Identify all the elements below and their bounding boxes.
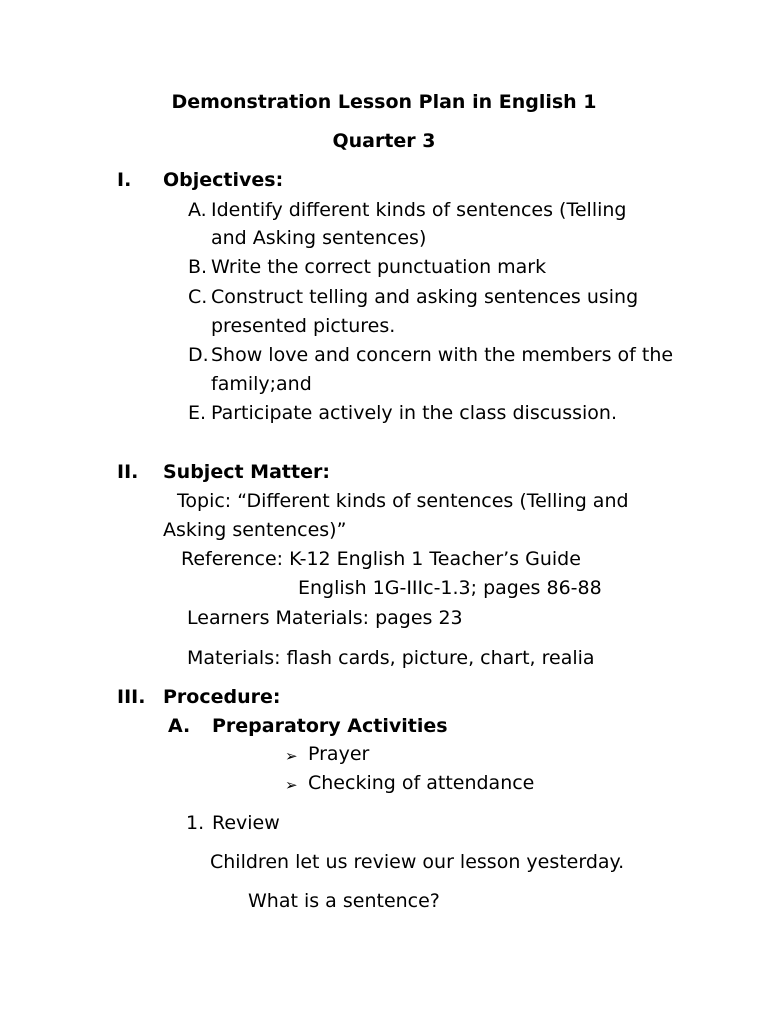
objective-line: Participate actively in the class discussion. bbox=[211, 402, 618, 424]
preparatory-activities-heading: Preparatory Activities bbox=[212, 715, 448, 737]
objective-marker: B. bbox=[188, 256, 208, 278]
review-label: Review bbox=[212, 812, 280, 834]
objective-line: presented pictures. bbox=[211, 315, 396, 337]
objective-marker: D. bbox=[188, 344, 209, 366]
arrow-bullet-icon: ➢ bbox=[285, 776, 298, 794]
bullet-item: Prayer bbox=[308, 743, 370, 765]
arrow-bullet-icon: ➢ bbox=[285, 747, 298, 765]
topic-line: Asking sentences)” bbox=[163, 519, 347, 541]
objectives-heading: Objectives: bbox=[163, 169, 284, 191]
objective-marker: A. bbox=[188, 199, 207, 221]
bullet-item: Checking of attendance bbox=[308, 772, 535, 794]
section-numeral: I. bbox=[117, 169, 132, 191]
review-text: Children let us review our lesson yesterday. bbox=[210, 851, 625, 873]
objective-line: Show love and concern with the members of the bbox=[211, 344, 674, 366]
objective-line: and Asking sentences) bbox=[211, 227, 427, 249]
review-question: What is a sentence? bbox=[248, 890, 440, 912]
objective-marker: E. bbox=[188, 402, 207, 424]
document-title: Demonstration Lesson Plan in English 1 bbox=[171, 91, 597, 113]
document-subtitle: Quarter 3 bbox=[332, 130, 436, 152]
section-numeral: II. bbox=[117, 461, 139, 483]
learners-materials-line: Learners Materials: pages 23 bbox=[187, 607, 463, 629]
section-numeral: III. bbox=[117, 686, 146, 708]
materials-line: Materials: flash cards, picture, chart, realia bbox=[187, 647, 595, 669]
subject-matter-heading: Subject Matter: bbox=[163, 461, 330, 483]
reference-code-line: English 1G-IIIc-1.3; pages 86-88 bbox=[298, 577, 602, 599]
subsection-marker: A. bbox=[168, 715, 191, 737]
review-marker: 1. bbox=[186, 812, 205, 834]
objective-line: Construct telling and asking sentences using bbox=[211, 286, 639, 308]
objective-line: Identify different kinds of sentences (Telling bbox=[211, 199, 627, 221]
objective-marker: C. bbox=[188, 286, 208, 308]
objective-line: Write the correct punctuation mark bbox=[211, 256, 547, 278]
reference-line: Reference: K-12 English 1 Teacher’s Guide bbox=[181, 548, 581, 570]
objective-line: family;and bbox=[211, 373, 312, 395]
topic-line: Topic: “Different kinds of sentences (Telling and bbox=[177, 490, 629, 512]
procedure-heading: Procedure: bbox=[163, 686, 281, 708]
